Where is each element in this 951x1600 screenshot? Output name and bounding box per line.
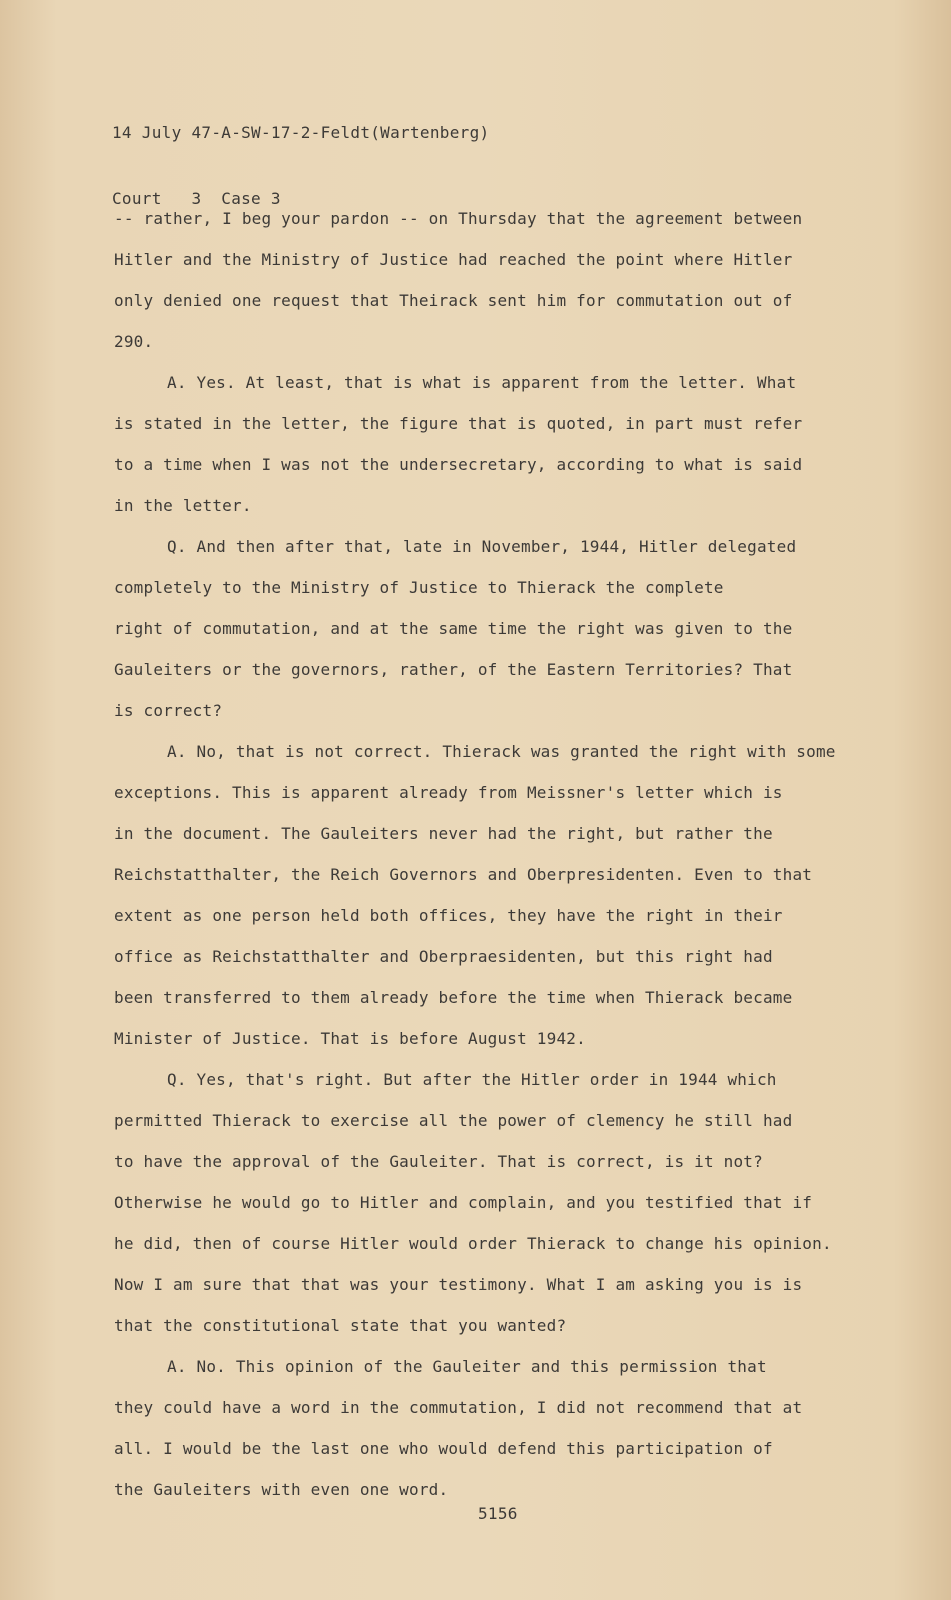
transcript-line: extent as one person held both offices, they have the right in their (114, 906, 783, 925)
transcript-line: he did, then of course Hitler would order Thierack to change his opinion. (114, 1234, 832, 1253)
transcript-line: Now I am sure that that was your testimony. What I am asking you is is (114, 1275, 803, 1294)
transcript-line: in the document. The Gauleiters never had the right, but rather the (114, 824, 773, 843)
transcript-line: completely to the Ministry of Justice to Thierack the complete (114, 578, 724, 597)
header-court-case: Court 3 Case 3 (112, 189, 281, 208)
transcript-line: -- rather, I beg your pardon -- on Thursday that the agreement between (114, 209, 803, 228)
transcript-line: been transferred to them already before the time when Thierack became (114, 988, 793, 1007)
transcript-line: A. No. This opinion of the Gauleiter and this permission that (167, 1357, 767, 1376)
transcript-line: Minister of Justice. That is before August 1942. (114, 1029, 586, 1048)
transcript-line: Gauleiters or the governors, rather, of the Eastern Territories? That (114, 660, 793, 679)
transcript-line: Q. And then after that, late in November, 1944, Hitler delegated (167, 537, 797, 556)
transcript-line: only denied one request that Theirack sent him for commutation out of (114, 291, 793, 310)
transcript-line: Q. Yes, that's right. But after the Hitler order in 1944 which (167, 1070, 777, 1089)
transcript-line: to have the approval of the Gauleiter. That is correct, is it not? (114, 1152, 763, 1171)
transcript-line: they could have a word in the commutation, I did not recommend that at (114, 1398, 803, 1417)
transcript-line: Otherwise he would go to Hitler and complain, and you testified that if (114, 1193, 813, 1212)
transcript-line: that the constitutional state that you wanted? (114, 1316, 567, 1335)
transcript-body (114, 198, 874, 1510)
transcript-line: is correct? (114, 701, 223, 720)
transcript-line: exceptions. This is apparent already from Meissner's letter which is (114, 783, 783, 802)
header-case-reference: 14 July 47-A-SW-17-2-Feldt(Wartenberg) (112, 123, 490, 142)
transcript-line: Hitler and the Ministry of Justice had reached the point where Hitler (114, 250, 793, 269)
transcript-line: 290. (114, 332, 154, 351)
transcript-line: all. I would be the last one who would defend this participation of (114, 1439, 773, 1458)
transcript-line: A. No, that is not correct. Thierack was granted the right with some (167, 742, 836, 761)
transcript-line: permitted Thierack to exercise all the power of clemency he still had (114, 1111, 793, 1130)
transcript-line: to a time when I was not the undersecretary, according to what is said (114, 455, 803, 474)
page-number: 5156 (478, 1504, 518, 1523)
transcript-line: A. Yes. At least, that is what is apparent from the letter. What (167, 373, 797, 392)
transcript-line: is stated in the letter, the figure that is quoted, in part must refer (114, 414, 803, 433)
transcript-line: in the letter. (114, 496, 252, 515)
transcript-line: right of commutation, and at the same time the right was given to the (114, 619, 793, 638)
transcript-line: Reichstatthalter, the Reich Governors and Oberpresidenten. Even to that (114, 865, 813, 884)
transcript-line: the Gauleiters with even one word. (114, 1480, 449, 1499)
transcript-line: office as Reichstatthalter and Oberpraesidenten, but this right had (114, 947, 773, 966)
